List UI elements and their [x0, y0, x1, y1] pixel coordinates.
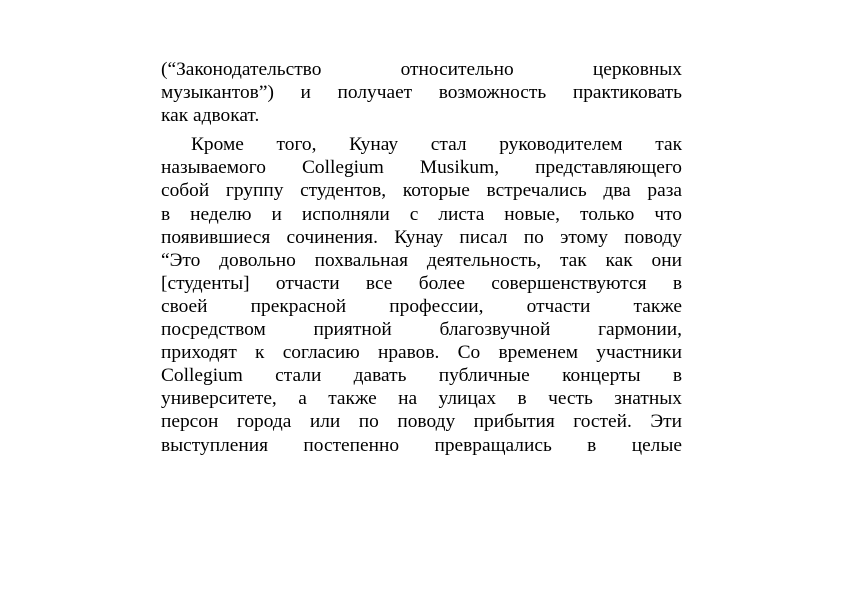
text-line: в неделю и исполняли с листа новые, только что [161, 203, 682, 225]
paragraph-2 [161, 133, 682, 456]
paragraph-1 [161, 58, 682, 127]
text-line: [студенты] отчасти все более совершенствуются в [161, 272, 682, 294]
text-line: посредством приятной благозвучной гармонии, [161, 319, 682, 341]
text-line: Collegium стали давать публичные концерты в [161, 365, 682, 387]
text-line: приходят к согласию нравов. Со временем участники [161, 342, 682, 364]
text-line: собой группу студентов, которые встречались два раза [161, 180, 682, 202]
text-line: своей прекрасной профессии, отчасти также [161, 295, 682, 317]
text-line: появившиеся сочинения. Кунау писал по этому поводу [161, 226, 682, 248]
text-line: университете, а также на улицах в честь знатных [161, 388, 682, 410]
text-line: называемого Collegium Musikum, представляющего [161, 157, 682, 179]
text-line: “Это довольно похвальная деятельность, так как они [161, 249, 682, 271]
text-line: Кроме того, Кунау стал руководителем так [191, 134, 682, 156]
text-line: персон города или по поводу прибытия гостей. Эти [161, 411, 682, 433]
text-body [161, 58, 682, 457]
text-line: (“Законодательство относительно церковных [161, 59, 682, 80]
text-line: музыкантов”) и получает возможность практиковать [161, 82, 682, 104]
text-line: как адвокат. [161, 105, 260, 127]
text-line: выступления постепенно превращались в целые [161, 434, 682, 456]
